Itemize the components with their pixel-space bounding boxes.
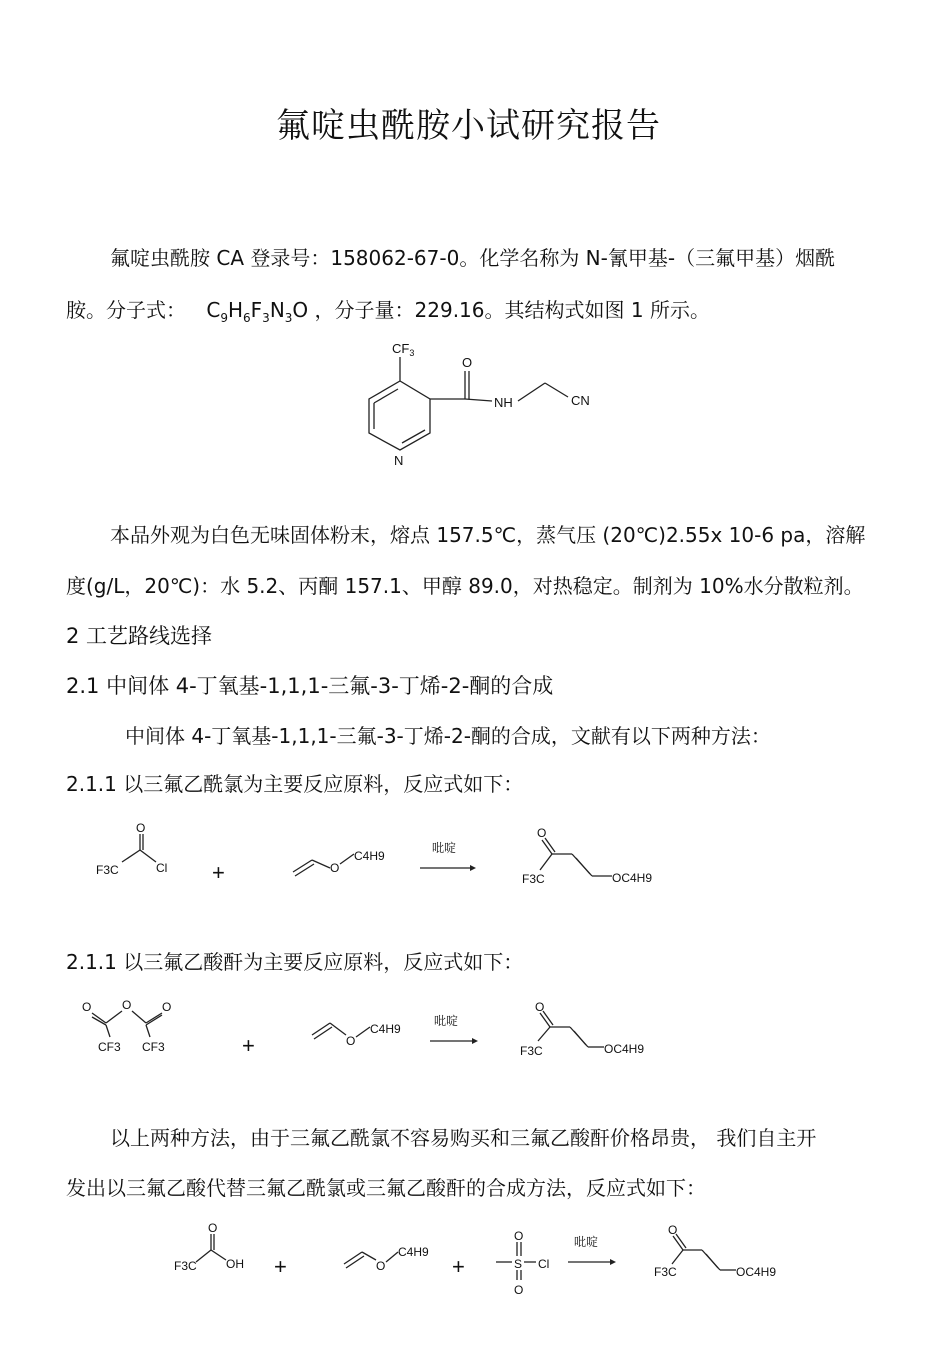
page-title: 氟啶虫酰胺小试研究报告 — [276, 106, 661, 146]
svg-text:C4H9: C4H9 — [354, 849, 385, 863]
svg-text:Cl: Cl — [156, 861, 168, 875]
svg-text:F3C: F3C — [654, 1265, 677, 1279]
section-2-1-text: 中间体 4-丁氧基-1,1,1-三氟-3-丁烯-2-酮的合成，文献有以下两种方法： — [125, 724, 771, 748]
svg-text:+: + — [452, 1254, 465, 1279]
intro-line-2-post: ，分子量：229.16。其结构式如图 1 所示。 — [314, 298, 710, 322]
svg-text:吡啶: 吡啶 — [574, 1235, 599, 1249]
svg-text:F3C: F3C — [522, 872, 545, 886]
svg-text:F3C: F3C — [520, 1044, 543, 1058]
intro-line-1: 氟啶虫酰胺 CA 登录号：158062-67-0。化学名称为 N-氰甲基-（三氟甲基）烟酰 — [110, 246, 836, 270]
svg-text:O: O — [376, 1259, 386, 1273]
svg-text:O: O — [537, 826, 547, 840]
svg-text:O: O — [535, 1000, 545, 1014]
svg-text:CF3: CF3 — [142, 1040, 165, 1054]
reaction-3-scheme — [170, 1218, 790, 1303]
svg-text:O: O — [122, 998, 132, 1012]
svg-text:O: O — [208, 1221, 218, 1235]
svg-text:+: + — [212, 860, 225, 885]
cf3-label: $CF_3$ — [392, 341, 415, 358]
svg-text:O: O — [162, 1000, 172, 1014]
svg-text:吡啶: 吡啶 — [432, 841, 457, 855]
svg-text:C4H9: C4H9 — [370, 1022, 401, 1036]
svg-text:+: + — [274, 1254, 287, 1279]
svg-text:S: S — [514, 1257, 523, 1271]
intro-line-2 — [66, 294, 710, 325]
svg-text:吡啶: 吡啶 — [434, 1014, 459, 1028]
svg-text:+: + — [242, 1033, 255, 1058]
svg-text:F3C: F3C — [174, 1259, 197, 1273]
pyridine-n-label: N — [394, 453, 404, 468]
svg-text:F3C: F3C — [96, 863, 119, 877]
intro-line-2-pre: 胺。分子式： — [66, 298, 186, 322]
svg-text:O: O — [82, 1000, 92, 1014]
svg-text:O: O — [136, 821, 146, 835]
nh-label: NH — [494, 395, 513, 410]
svg-text:O: O — [346, 1034, 356, 1048]
svg-text:OC4H9: OC4H9 — [612, 871, 653, 885]
section-2-heading: 2 工艺路线选择 — [66, 624, 213, 648]
svg-text:OH: OH — [226, 1257, 244, 1271]
properties-line-2: 度(g/L，20℃)：水 5.2、丙酮 157.1、甲醇 89.0，对热稳定。制剂为 10%水分散粒剂。 — [66, 574, 864, 598]
cn-label: CN — [571, 393, 590, 408]
svg-text:CF3: CF3 — [98, 1040, 121, 1054]
svg-text:O: O — [330, 861, 340, 875]
svg-text:O: O — [514, 1229, 524, 1243]
reaction-1-scheme — [90, 820, 690, 900]
conclusion-line-1: 以上两种方法，由于三氟乙酰氯不容易购买和三氟乙酸酐价格昂贵， 我们自主开 — [110, 1126, 817, 1150]
svg-text:O: O — [668, 1223, 678, 1237]
method-2-heading: 2.1.1 以三氟乙酸酐为主要反应原料，反应式如下： — [66, 950, 524, 974]
svg-text:Cl: Cl — [538, 1257, 550, 1271]
flonicamid-structure — [340, 335, 620, 475]
svg-text:OC4H9: OC4H9 — [736, 1265, 777, 1279]
carbonyl-o-label: O — [462, 355, 473, 370]
conclusion-line-2: 发出以三氟乙酸代替三氟乙酰氯或三氟乙酸酐的合成方法，反应式如下： — [66, 1176, 706, 1200]
svg-text:C4H9: C4H9 — [398, 1245, 429, 1259]
molecular-formula: $C_9H_6F_3N_3O$ — [206, 298, 309, 325]
reaction-2-scheme — [80, 995, 700, 1065]
properties-line-1: 本品外观为白色无味固体粉末，熔点 157.5℃，蒸气压 (20℃)2.55x 10-6 pa，溶解 — [110, 523, 866, 547]
svg-text:OC4H9: OC4H9 — [604, 1042, 645, 1056]
method-1-heading: 2.1.1 以三氟乙酰氯为主要反应原料，反应式如下： — [66, 772, 524, 796]
section-2-1-heading: 2.1 中间体 4-丁氧基-1,1,1-三氟-3-丁烯-2-酮的合成 — [66, 674, 554, 698]
svg-text:O: O — [514, 1283, 524, 1297]
